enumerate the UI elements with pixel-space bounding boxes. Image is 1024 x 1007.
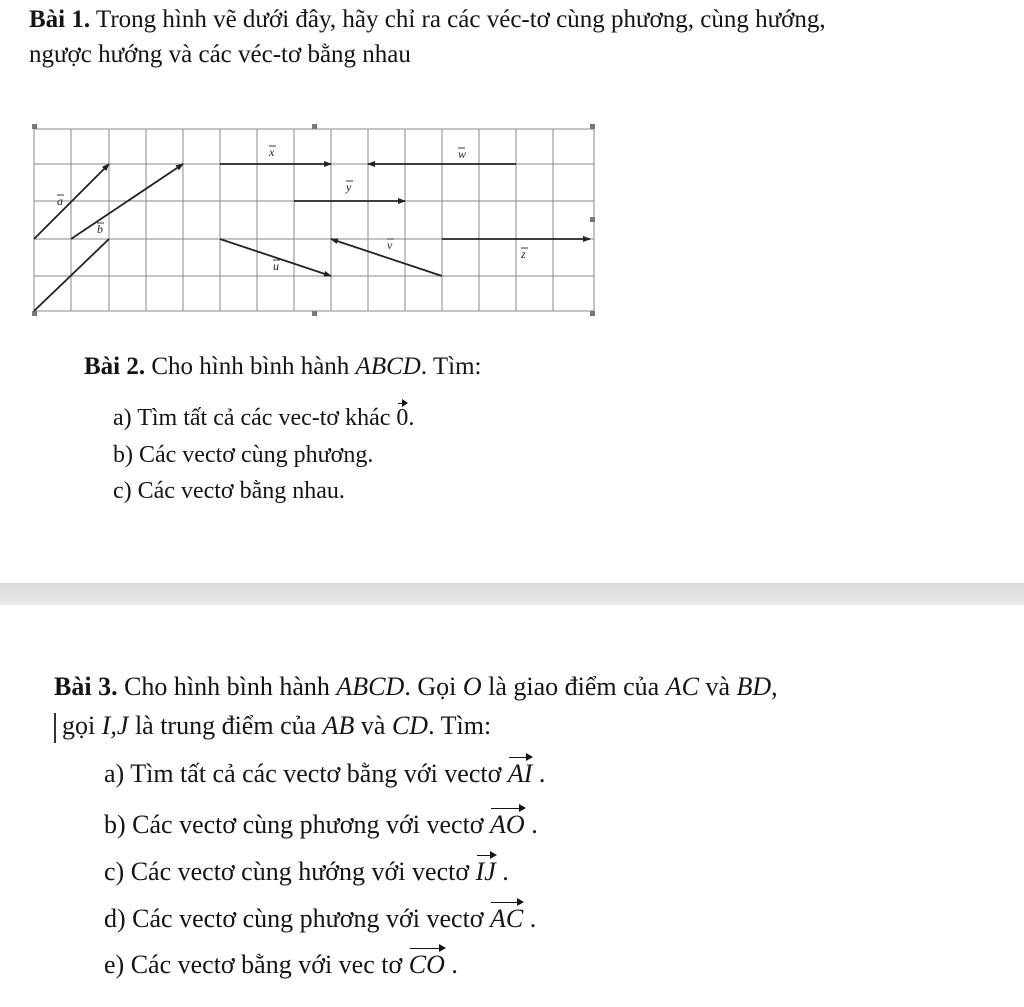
bai3-item-a <box>104 755 545 789</box>
bai3-a-suffix: . <box>532 759 546 788</box>
bai3-t3: là giao điểm của <box>481 672 666 701</box>
bai3-line2 <box>62 711 491 741</box>
label-z: z <box>521 247 526 261</box>
grid-lines <box>34 129 594 311</box>
vector-grid-figure <box>29 119 601 320</box>
page-separator <box>0 583 1024 605</box>
bai3-cd: CD <box>391 711 429 740</box>
bai3-b-text: b) Các vectơ cùng phương với vectơ <box>104 810 491 839</box>
bai3-ac: AC <box>665 672 699 701</box>
bai3-a-text: a) Tìm tất cả các vectơ bằng với vectơ <box>104 759 508 788</box>
bai3-shape: ABCD <box>336 672 405 701</box>
bai3-ij: I,J <box>101 711 129 740</box>
bai3-bd: BD <box>736 672 772 701</box>
bai3-item-d <box>104 900 536 934</box>
bai3-t2: . Gọi <box>404 672 463 701</box>
zero-vector: 0 <box>396 402 408 432</box>
label-a: a <box>57 194 63 208</box>
bai3-t5: , <box>771 672 778 701</box>
bai2-item-b: b) Các vectơ cùng phương. <box>113 442 374 468</box>
bai3-title-line <box>54 672 778 702</box>
bai3-c-text: c) Các vectơ cùng hướng với vectơ <box>104 857 476 886</box>
bai3-e-suffix: . <box>444 950 458 979</box>
bai3-item-c <box>104 853 509 887</box>
bai2-text2: . Tìm: <box>420 353 482 380</box>
label-w: w <box>458 147 467 161</box>
bai2-a-suffix: . <box>408 405 415 431</box>
bai1-title: Bài 1. <box>29 6 91 33</box>
bai3-b-suffix: . <box>524 810 538 839</box>
label-b: b <box>97 222 103 236</box>
bai3-title: Bài 3. <box>54 672 118 701</box>
label-x: x <box>269 145 275 159</box>
bai3-t4: và <box>698 672 737 701</box>
bai3-l2-c: và <box>354 711 392 740</box>
bai3-d-text: d) Các vectơ cùng phương với vectơ <box>104 904 491 933</box>
bai1-line1 <box>29 6 826 34</box>
vector-AC: AC <box>490 900 523 934</box>
label-y: y <box>346 180 352 194</box>
bai3-item-e <box>104 946 458 980</box>
bai3-c-suffix: . <box>495 857 509 886</box>
label-u: u <box>273 259 279 273</box>
bai2-item-c: c) Các vectơ bằng nhau. <box>113 478 345 504</box>
text-cursor <box>54 713 56 743</box>
bai3-t1: Cho hình bình hành <box>117 672 337 701</box>
bai2-title: Bài 2. <box>84 353 146 380</box>
bai3-l2-d: . Tìm: <box>428 711 492 740</box>
vector-CO: CO <box>409 946 445 980</box>
bai3-d-suffix: . <box>523 904 537 933</box>
bai3-o: O <box>462 672 482 701</box>
bai2-title-line <box>84 353 482 381</box>
bai3-l2-a: gọi <box>62 711 102 740</box>
bai3-item-b <box>104 806 538 840</box>
bai2-a-text: a) Tìm tất cả các vec-tơ khác <box>113 405 397 431</box>
bai3-ab: AB <box>322 711 355 740</box>
bai2-shape: ABCD <box>355 353 421 380</box>
bai3-l2-b: là trung điểm của <box>128 711 323 740</box>
bai2-text: Cho hình bình hành <box>145 353 356 380</box>
frame-handles <box>32 124 595 316</box>
vector-AO: AO <box>490 806 525 840</box>
vector-AI: AI <box>508 755 533 789</box>
label-v: v <box>387 238 393 252</box>
bai3-e-text: e) Các vectơ bằng với vec tơ <box>104 950 409 979</box>
vector-IJ: IJ <box>476 853 496 887</box>
bai1-text1: Trong hình vẽ dưới đây, hãy chỉ ra các véc-tơ cùng phương, cùng hướng, <box>90 6 826 33</box>
bai2-item-a <box>113 402 414 432</box>
bai1-line2: ngược hướng và các véc-tơ bằng nhau <box>29 41 411 68</box>
